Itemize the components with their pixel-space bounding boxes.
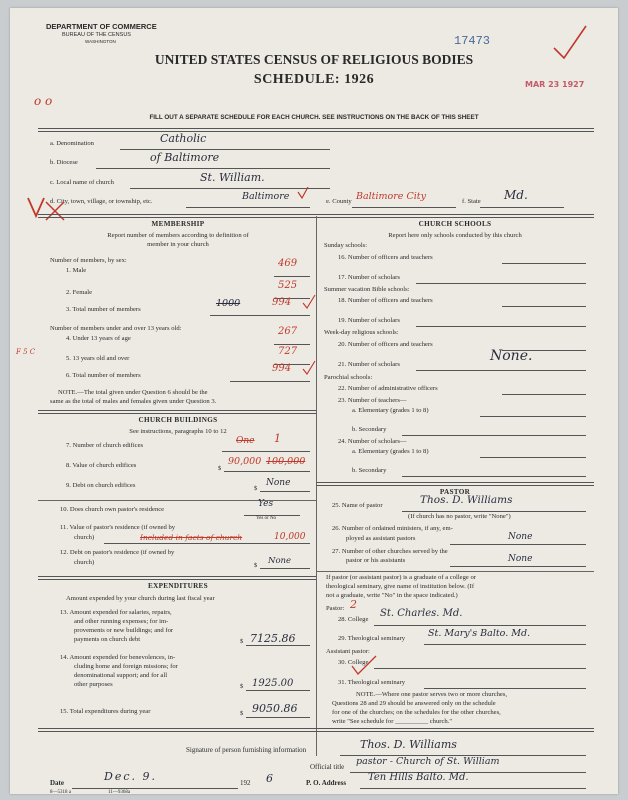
- margin-mark-oo: o o: [34, 94, 53, 108]
- schools-heading: CHURCH SCHOOLS: [418, 220, 492, 228]
- q15-label: 15. Total expenditures during year: [60, 708, 151, 715]
- q17-label: 17. Number of scholars: [338, 274, 400, 281]
- q25-line: [402, 511, 586, 512]
- membership-intro-2: member in your church: [147, 241, 209, 248]
- church-name-label: c. Local name of church: [50, 179, 114, 186]
- q4-line: [274, 344, 310, 345]
- q2-value: 525: [278, 280, 298, 291]
- q24b-label: b. Secondary: [352, 467, 387, 474]
- q11-label-2: church): [74, 534, 95, 541]
- q29-label: 29. Theological seminary: [338, 635, 406, 642]
- denomination-value: Catholic: [160, 132, 207, 145]
- column-divider: [316, 216, 317, 756]
- diocese-line: [96, 168, 330, 169]
- official-title-label: Official title: [310, 763, 345, 771]
- city-label: d. City, town, village, or township, etc.: [50, 198, 153, 205]
- q29-value: St. Mary's Balto. Md.: [428, 628, 531, 639]
- q21-value: None.: [490, 348, 533, 364]
- q6-value: 994: [272, 363, 292, 374]
- print-number: 11—9368a: [108, 790, 131, 794]
- form-title: UNITED STATES CENSUS OF RELIGIOUS BODIES: [154, 52, 474, 67]
- margin-mark-f5c: F 5 C: [16, 348, 36, 356]
- red-check-icon: [296, 186, 310, 200]
- q3-label: 3. Total number of members: [66, 306, 141, 313]
- q23b-label: b. Secondary: [352, 426, 387, 433]
- q25-label: 25. Name of pastor: [332, 502, 383, 509]
- q27-label-1: 27. Number of other churches served by the: [332, 548, 448, 555]
- q2-label: 2. Female: [66, 289, 93, 296]
- q31-label: 31. Theological seminary: [338, 679, 406, 686]
- church-name-value: St. William.: [200, 171, 265, 184]
- census-schedule-sheet: [10, 8, 618, 794]
- form-number: 8—5318 a: [50, 790, 71, 794]
- pastor-note-1: NOTE.—Where one pastor serves two or more churches,: [356, 691, 508, 698]
- q9-label: 9. Debt on church edifices: [66, 482, 136, 489]
- official-title-value: pastor - Church of St. William: [356, 756, 500, 767]
- q13-dollar: $: [240, 638, 244, 645]
- q23a-line: [480, 416, 586, 417]
- q11-struck-value: Included in facts of church: [140, 533, 243, 542]
- q25-note: (If church has no pastor, write "None"): [408, 513, 511, 520]
- buildings-subheading: See instructions, paragraphs 10 to 12: [129, 428, 227, 435]
- membership-heading: MEMBERSHIP: [151, 220, 205, 228]
- po-address-line: [360, 788, 586, 789]
- pastor-heading: PASTOR: [439, 488, 471, 496]
- parochial-schools-label: Parochial schools:: [324, 374, 373, 381]
- expenditures-subheading: Amount expended by your church during last fiscal year: [66, 595, 215, 602]
- q23a-label: a. Elementary (grades 1 to 8): [352, 407, 429, 414]
- q12-dollar: $: [254, 562, 258, 569]
- q13-label-1: 13. Amount expended for salaries, repairs,: [60, 609, 172, 616]
- graduate-instruction-2: theological seminary, give name of institution below. (If: [326, 583, 475, 590]
- q13-label-3: provements or new buildings; and for: [74, 627, 174, 634]
- q1-label: 1. Male: [66, 267, 87, 274]
- buildings-rule: [38, 576, 316, 580]
- footer-rule: [38, 728, 594, 732]
- q3-value: 994: [272, 297, 292, 308]
- q18-line: [502, 306, 586, 307]
- date-label: Date: [50, 779, 64, 787]
- expenditures-heading: EXPENDITURES: [148, 582, 208, 590]
- pastor-note-2: Questions 28 and 29 should be answered only on the schedule: [332, 700, 496, 707]
- po-address-value: Ten Hills Balto. Md.: [368, 772, 469, 783]
- q28-line: [374, 625, 586, 626]
- q27-line: [450, 566, 586, 567]
- q14-label-3: denominational support; and for all: [74, 672, 168, 679]
- graduate-instruction-3: not a graduate, write "No" in the space indicated.): [326, 592, 458, 599]
- q8-struck-value: 100,000: [266, 456, 306, 467]
- q12-line: [260, 568, 310, 569]
- city-value: Baltimore: [242, 191, 290, 202]
- denomination-line: [120, 149, 330, 150]
- q26-line: [450, 544, 586, 545]
- membership-note-1: NOTE.—The total given under Question 6 should be the: [58, 389, 208, 396]
- q25-value: Thos. D. Williams: [420, 494, 513, 506]
- state-value: Md.: [504, 188, 528, 202]
- q22-label: 22. Number of administrative officers: [338, 385, 438, 392]
- schools-subheading: Report here only schools conducted by this church: [388, 232, 522, 239]
- q27-label-2: pastor or his assistants: [346, 557, 406, 564]
- diocese-label: b. Diocese: [50, 159, 78, 166]
- q28-value: St. Charles. Md.: [380, 608, 463, 619]
- q5-label: 5. 13 years old and over: [66, 355, 130, 362]
- q30-line: [374, 668, 586, 669]
- q8-label: 8. Value of church edifices: [66, 462, 137, 469]
- date-line: [72, 788, 238, 789]
- q11-label-1: 11. Value of pastor's residence (if owned by: [60, 524, 176, 531]
- membership-intro-1: Report number of members according to definition of: [107, 232, 249, 239]
- graduate-instruction-1: If pastor (or assistant pastor) is a graduate of a college or: [326, 574, 476, 581]
- q9-dollar: $: [254, 485, 258, 492]
- q14-label-1: 14. Amount expended for benevolences, in-: [60, 654, 176, 661]
- q31-line: [424, 688, 586, 689]
- q13-value: 7125.86: [250, 632, 296, 645]
- q19-line: [416, 326, 586, 327]
- q10-options: Yes or No: [256, 516, 277, 521]
- q6-label: 6. Total number of members: [66, 372, 141, 379]
- sunday-schools-label: Sunday schools:: [324, 242, 368, 249]
- q23-label: 23. Number of teachers—: [338, 397, 407, 404]
- q26-label-2: ployed as assistant pastors: [346, 535, 416, 542]
- q26-label-1: 26. Number of ordained ministers, if any, em-: [332, 525, 453, 532]
- q19-label: 19. Number of scholars: [338, 317, 400, 324]
- q10-value: Yes: [258, 499, 274, 509]
- red-check-icon: [302, 360, 316, 376]
- q7-label: 7. Number of church edifices: [66, 442, 144, 449]
- q11-line: [104, 543, 310, 544]
- instruction-line: FILL OUT A SEPARATE SCHEDULE FOR EACH CHURCH. SEE INSTRUCTIONS ON THE BACK OF THIS SHEET: [149, 114, 479, 121]
- q14-line: [246, 690, 310, 691]
- summer-schools-label: Summer vacation Bible schools:: [324, 286, 410, 293]
- q23b-line: [402, 435, 586, 436]
- county-label: e. County: [326, 198, 352, 205]
- q30-label: 30. College: [338, 659, 369, 666]
- q16-label: 16. Number of officers and teachers: [338, 254, 433, 261]
- city-line: [186, 207, 310, 208]
- year-prefix: 192: [240, 779, 251, 787]
- weekday-schools-label: Week-day religious schools:: [324, 329, 399, 336]
- assistant-pastor-subheading: Assistant pastor:: [326, 648, 370, 655]
- po-address-label: P. O. Address: [306, 779, 347, 787]
- q7-value: 1: [274, 432, 281, 445]
- pastor-note-3: for one of the churches; on the schedules for the other churches,: [332, 709, 501, 716]
- q5-value: 727: [278, 346, 298, 357]
- denomination-label: a. Denomination: [50, 140, 94, 147]
- q1-line: [274, 276, 310, 277]
- q4-label: 4. Under 13 years of age: [66, 335, 131, 342]
- pastor-subheading: Pastor:: [326, 605, 345, 612]
- q10-label: 10. Does church own pastor's residence: [60, 506, 165, 513]
- q12-label-1: 12. Debt on pastor's residence (if owned by: [60, 549, 175, 556]
- county-line: [352, 207, 456, 208]
- q9-line: [260, 491, 310, 492]
- q12-value: None: [268, 556, 292, 566]
- age-groups-label: Number of members under and over 13 years old:: [50, 325, 182, 332]
- q9-value: None: [266, 478, 291, 488]
- q14-label-4: other purposes: [74, 681, 113, 688]
- q9-rule: [38, 500, 316, 501]
- signature-label: Signature of person furnishing information: [186, 746, 307, 754]
- department-heading: DEPARTMENT OF COMMERCE: [46, 22, 157, 31]
- schools-rule: [316, 482, 594, 486]
- q17-line: [416, 283, 586, 284]
- pastor-rule: [316, 571, 594, 572]
- pastor-red-mark: 2: [350, 598, 357, 611]
- q7-struck-value: One: [236, 436, 255, 446]
- q24a-label: a. Elementary (grades 1 to 8): [352, 448, 429, 455]
- q14-label-2: cluding home and foreign missions; for: [74, 663, 178, 670]
- membership-note-2: same as the total of males and females given under Question 3.: [50, 398, 217, 405]
- county-value: Baltimore City: [356, 191, 426, 202]
- bureau-heading: BUREAU OF THE CENSUS: [62, 32, 131, 38]
- q26-value: None: [508, 532, 533, 542]
- q27-value: None: [508, 554, 533, 564]
- state-label: f. State: [462, 198, 481, 205]
- q14-value: 1925.00: [252, 678, 294, 689]
- q6-line: [230, 381, 310, 382]
- state-line: [480, 207, 564, 208]
- year-value: 6: [266, 772, 273, 785]
- q15-dollar: $: [240, 710, 244, 717]
- q3-struck-value: 1000: [216, 298, 241, 309]
- q16-line: [502, 263, 586, 264]
- q21-label: 21. Number of scholars: [338, 361, 400, 368]
- q8-dollar: $: [218, 465, 222, 472]
- q24-label: 24. Number of scholars—: [338, 438, 407, 445]
- q15-value: 9050.86: [252, 702, 298, 715]
- signature-value: Thos. D. Williams: [360, 738, 457, 751]
- membership-rule: [38, 410, 316, 414]
- schedule-title: SCHEDULE: 1926: [253, 72, 375, 87]
- pastor-note-4: write "See schedule for __________ church.": [332, 718, 453, 725]
- by-sex-label: Number of members, by sex:: [50, 257, 127, 264]
- diocese-value: of Baltimore: [150, 151, 220, 164]
- q14-dollar: $: [240, 683, 244, 690]
- q29-line: [424, 644, 586, 645]
- red-check-icon: [350, 654, 378, 676]
- q24a-line: [480, 457, 586, 458]
- q7-line: [222, 451, 310, 452]
- q8-line: [224, 471, 310, 472]
- q13-label-4: payments on church debt: [74, 636, 141, 643]
- serial-number: 17473: [454, 34, 491, 48]
- q12-label-2: church): [74, 559, 95, 566]
- q11-value: 10,000: [274, 532, 306, 542]
- q13-line: [246, 645, 310, 646]
- received-date-stamp: MAR 23 1927: [525, 80, 585, 89]
- q1-value: 469: [278, 258, 298, 269]
- buildings-heading: CHURCH BUILDINGS: [138, 416, 218, 424]
- q13-label-2: and other running expenses; for im-: [74, 618, 169, 625]
- red-check-icon: [302, 294, 316, 310]
- q22-line: [502, 394, 586, 395]
- header-rule: [38, 128, 594, 132]
- q15-line: [246, 717, 310, 718]
- q18-label: 18. Number of officers and teachers: [338, 297, 433, 304]
- q24b-line: [402, 476, 586, 477]
- q4-value: 267: [278, 326, 298, 337]
- date-value: Dec. 9.: [104, 770, 157, 783]
- city-heading: WASHINGTON: [85, 39, 116, 44]
- q21-line: [416, 370, 586, 371]
- q8-value: 90,000: [228, 456, 262, 467]
- q20-label: 20. Number of officers and teachers: [338, 341, 433, 348]
- q28-label: 28. College: [338, 616, 369, 623]
- q3-line: [210, 315, 310, 316]
